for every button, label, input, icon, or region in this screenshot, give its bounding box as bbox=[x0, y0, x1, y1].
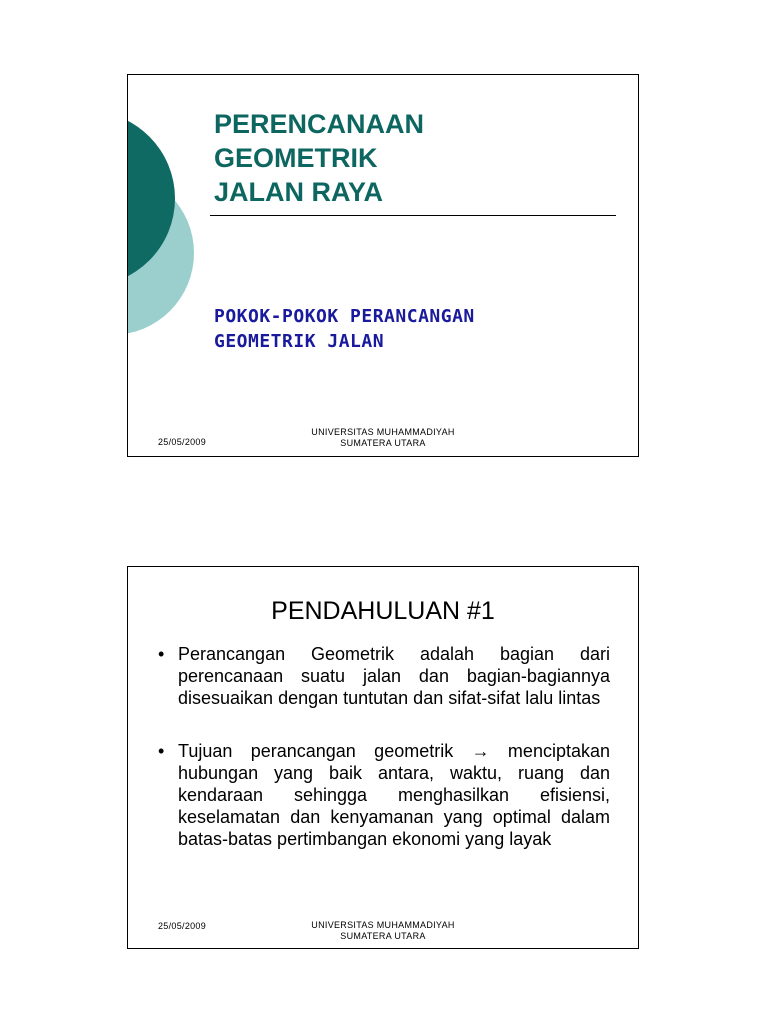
title-divider bbox=[210, 215, 616, 216]
footer-date: 25/05/2009 bbox=[158, 437, 207, 447]
title-line: JALAN RAYA bbox=[214, 177, 384, 207]
bullet-item bbox=[156, 740, 610, 850]
footer-org-line: SUMATERA UTARA bbox=[340, 438, 426, 448]
title-line: GEOMETRIK bbox=[214, 143, 378, 173]
slide-main-title bbox=[214, 107, 424, 209]
slide-title: PENDAHULUAN #1 bbox=[271, 597, 495, 625]
bullet-item bbox=[156, 643, 610, 709]
bullet-text: Tujuan perancangan geometrik → menciptakan hubungan yang baik antara, waktu, ruang dan kendaraan sehingga menghasilkan efisiensi, keselamatan dan kenyamanan yang optimal dalam batas-batas pertimbangan ekonomi yang layak bbox=[178, 741, 610, 849]
footer-org-line: UNIVERSITAS MUHAMMADIYAH bbox=[311, 427, 455, 437]
subtitle-line: POKOK-POKOK PERANCANGAN bbox=[214, 306, 475, 327]
footer-org-line: UNIVERSITAS MUHAMMADIYAH bbox=[311, 920, 455, 930]
bullet-icon: • bbox=[158, 644, 165, 664]
bullet-icon: • bbox=[158, 741, 165, 761]
slide-subtitle bbox=[214, 304, 475, 354]
footer-date: 25/05/2009 bbox=[158, 921, 207, 931]
slide-title bbox=[127, 74, 639, 457]
footer-org-line: SUMATERA UTARA bbox=[340, 931, 426, 941]
footer-organization bbox=[278, 920, 488, 942]
footer-organization bbox=[278, 427, 488, 449]
title-line: PERENCANAAN bbox=[214, 109, 425, 139]
bullet-list bbox=[156, 643, 610, 881]
slide-introduction bbox=[127, 566, 639, 949]
bullet-text: Perancangan Geometrik adalah bagian dari perencanaan suatu jalan dan bagian-bagiannya disesuaikan dengan tuntutan dan sifat-sifat lalu lintas bbox=[178, 644, 610, 708]
subtitle-line: GEOMETRIK JALAN bbox=[214, 331, 385, 352]
